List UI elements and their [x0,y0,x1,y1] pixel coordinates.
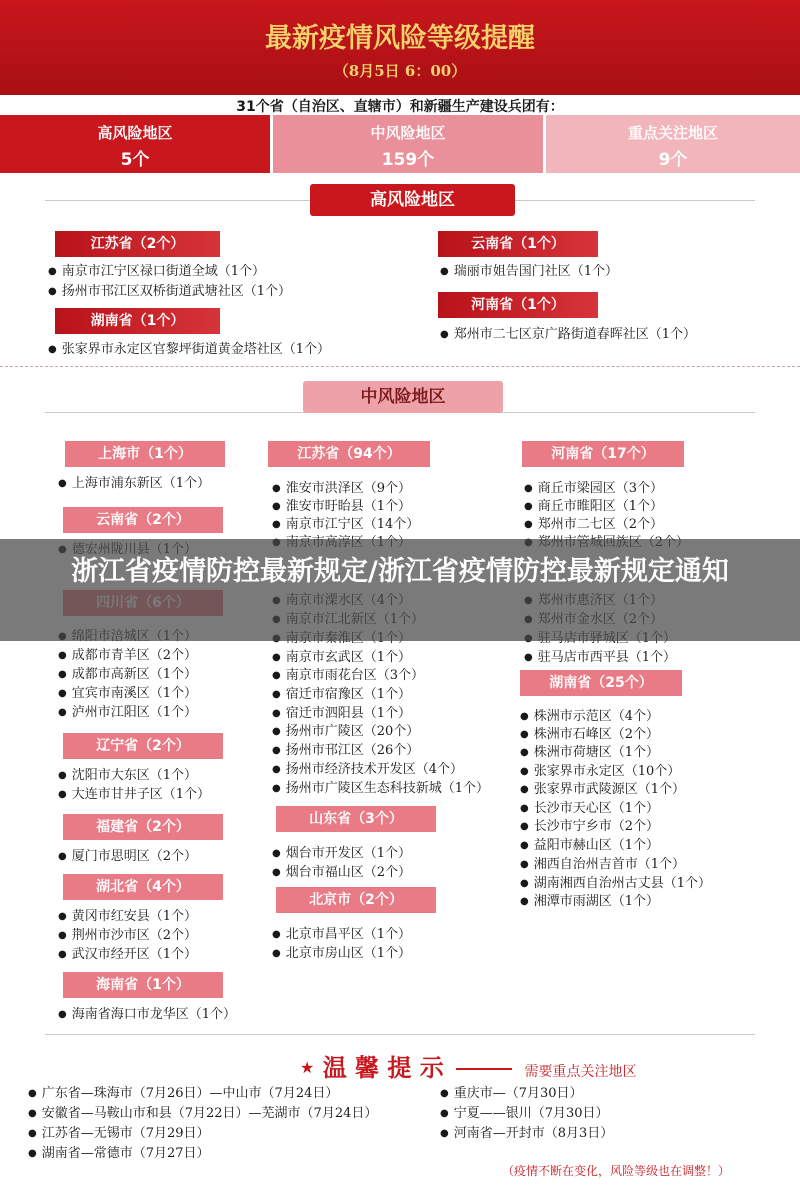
area-item: ● 张家界市武陵源区（1个） [520,781,685,799]
summary-count: 9个 [658,150,688,170]
tips-section-title [300,1048,637,1083]
area-item: ● 驻马店市西平县（1个） [524,649,676,667]
tip-item: ● 重庆市—（7月30日） [440,1085,583,1103]
tips-title: 温 馨 提 示 [322,1054,444,1082]
area-item: ● 株洲市示范区（4个） [520,708,659,726]
area-item: ● 扬州市邗江区双桥街道武塘社区（1个） [48,283,291,301]
area-item: ● 瑞丽市姐告国门社区（1个） [440,263,618,281]
poster-title: 最新疫情风险等级提醒 [265,23,535,54]
area-item: ● 烟台市开发区（1个） [272,845,411,863]
province-header: 辽宁省（2个） [63,733,223,759]
province-header: 河南省（1个） [438,292,598,318]
tip-item: ● 广东省—珠海市（7月26日）—中山市（7月24日） [28,1085,338,1103]
area-item: ● 北京市房山区（1个） [272,945,411,963]
area-item: ● 长沙市宁乡市（2个） [520,818,659,836]
area-item: ● 张家界市永定区官黎坪街道黄金塔社区（1个） [48,341,330,359]
poster-subtitle: 31个省（自治区、直辖市）和新疆生产建设兵团有： [236,99,564,115]
tip-item: ● 江苏省—无锡市（7月29日） [28,1125,210,1143]
summary-focus-area [546,115,800,173]
area-item: ● 北京市昌平区（1个） [272,926,411,944]
area-item: ● 宿迁市泗阳县（1个） [272,705,411,723]
area-item: ● 湖南湘西自治州古丈县（1个） [520,875,711,893]
summary-count: 5个 [120,150,150,170]
area-item: ● 荆州市沙市区（2个） [58,927,197,945]
area-item: ● 淮安市盱眙县（1个） [272,498,411,516]
area-item: ● 大连市甘井子区（1个） [58,786,210,804]
area-item: ● 扬州市邗江区（26个） [272,742,419,760]
area-item: ● 成都市青羊区（2个） [58,647,197,665]
area-item: ● 黄冈市红安县（1个） [58,908,197,926]
summary-mid-risk [273,115,543,173]
area-item: ● 沈阳市大东区（1个） [58,767,197,785]
divider [45,1034,755,1035]
area-item: ● 商丘市梁园区（3个） [524,480,663,498]
area-item: ● 厦门市思明区（2个） [58,848,197,866]
tip-item: ● 宁夏——银川（7月30日） [440,1105,609,1123]
area-item: ● 湘潭市雨湖区（1个） [520,893,659,911]
province-header: 山东省（3个） [276,806,436,832]
province-header: 江苏省（94个） [268,441,430,467]
area-item: ● 商丘市睢阳区（1个） [524,498,663,516]
area-item: ● 张家界市永定区（10个） [520,763,680,781]
area-item: ● 海南省海口市龙华区（1个） [58,1006,236,1024]
area-item: ● 湘西自治州吉首市（1个） [520,856,685,874]
province-header: 湖北省（4个） [63,874,223,900]
province-header: 云南省（2个） [63,507,223,533]
province-header: 河南省（17个） [522,441,684,467]
section-separator [0,366,800,367]
area-item: ● 扬州市经济技术开发区（4个） [272,761,463,779]
tip-item: ● 河南省—开封市（8月3日） [440,1125,613,1143]
star-icon: ★ [300,1058,315,1077]
area-item: ● 宜宾市南溪区（1个） [58,685,197,703]
area-item: ● 南京市江宁区（14个） [272,516,419,534]
update-time: （8月5日 6：00） [333,62,467,80]
summary-count: 159个 [381,150,435,170]
footnote: （疫情不断在变化，风险等级也在调整！） [501,1164,730,1178]
mid-risk-section-title: 中风险地区 [303,381,503,413]
area-item: ● 株洲市石峰区（2个） [520,726,659,744]
high-risk-section-title: 高风险地区 [310,184,515,216]
overlay-title: 浙江省疫情防控最新规定/浙江省疫情防控最新规定通知 [71,556,729,587]
summary-high-risk [0,115,270,173]
summary-label: 重点关注地区 [627,124,718,142]
tips-subtitle: 需要重点关注地区 [524,1064,637,1080]
tip-item: ● 湖南省—常德市（7月27日） [28,1145,210,1163]
area-item: ● 扬州市广陵区生态科技新城（1个） [272,780,489,798]
province-header: 湖南省（25个） [520,670,682,696]
area-item: ● 南京市江宁区禄口街道全域（1个） [48,263,265,281]
area-item: ● 南京市雨花台区（3个） [272,667,424,685]
area-item: ● 株洲市荷塘区（1个） [520,744,659,762]
dash-line [456,1068,512,1070]
overlay-title-banner [0,539,800,641]
province-header: 福建省（2个） [63,814,223,840]
tip-item: ● 安徽省—马鞍山市和县（7月22日）—芜湖市（7月24日） [28,1105,377,1123]
province-header: 江苏省（2个） [55,231,220,257]
province-header: 湖南省（1个） [55,308,220,334]
province-header: 上海市（1个） [65,441,225,467]
area-item: ● 武汉市经开区（1个） [58,946,197,964]
area-item: ● 郑州市二七区京广路街道春晖社区（1个） [440,326,696,344]
area-item: ● 南京市玄武区（1个） [272,649,411,667]
area-item: ● 泸州市江阳区（1个） [58,704,197,722]
area-item: ● 益阳市赫山区（1个） [520,837,659,855]
summary-label: 中风险地区 [370,124,446,142]
area-item: ● 淮安市洪泽区（9个） [272,480,411,498]
area-item: ● 上海市浦东新区（1个） [58,475,210,493]
area-item: ● 长沙市天心区（1个） [520,800,659,818]
area-item: ● 扬州市广陵区（20个） [272,723,419,741]
area-item: ● 烟台市福山区（2个） [272,864,411,882]
province-header: 海南省（1个） [63,972,223,998]
area-item: ● 宿迁市宿豫区（1个） [272,686,411,704]
province-header: 云南省（1个） [438,231,598,257]
area-item: ● 郑州市二七区（2个） [524,516,663,534]
province-header: 北京市（2个） [276,887,436,913]
summary-label: 高风险地区 [97,124,173,142]
poster-header [0,0,800,95]
area-item: ● 成都市高新区（1个） [58,666,197,684]
